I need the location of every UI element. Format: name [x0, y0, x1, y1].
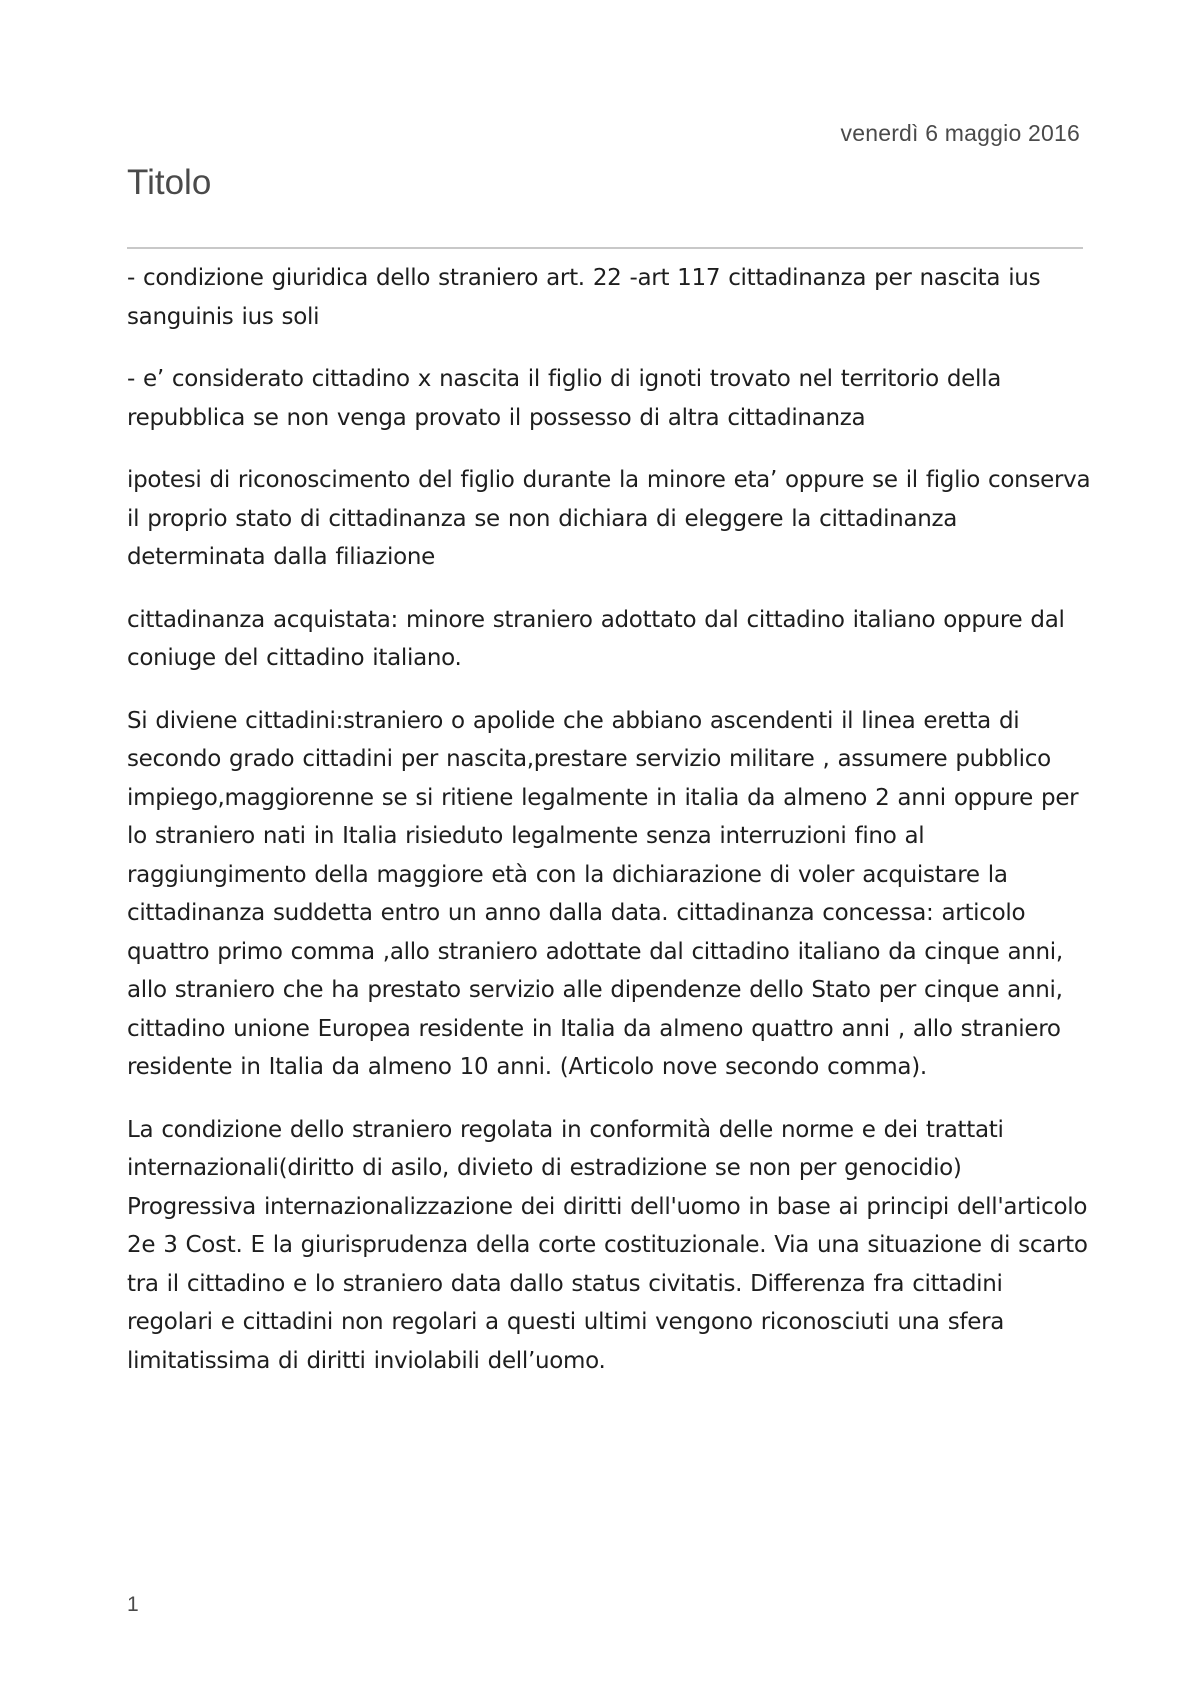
document-title: Titolo — [127, 163, 212, 202]
paragraph: La condizione dello straniero regolata in conformità delle norme e dei trattati internazionali(diritto di asilo, divieto di estradizione se non per genocidio) Progressiva internazionalizzazione dei diritti dell'uomo in base ai principi dell'articolo 2e 3 Cost. E la giurisprudenza della corte costituzionale. Via una situazione di scarto tra il cittadino e lo straniero data dallo status civitatis. Differenza fra cittadini regolari e cittadini non regolari a questi ultimi vengono riconosciuti una sfera limitatissima di diritti inviolabili dell’uomo. — [127, 1116, 1088, 1374]
document-date: venerdì 6 maggio 2016 — [840, 120, 1080, 146]
page-number: 1 — [127, 1593, 139, 1616]
paragraph: Si diviene cittadini:straniero o apolide che abbiano ascendenti il linea eretta di secondo grado cittadini per nascita,prestare servizio militare , assumere pubblico impiego,maggiorenne se si ritiene legalmente in italia da almeno 2 anni oppure per lo straniero nati in Italia risieduto legalmente senza interruzioni fino al raggiungimento della maggiore età con la dichiarazione di voler acquistare la cittadinanza suddetta entro un anno dalla data. cittadinanza concessa: articolo quattro primo comma ,allo straniero adottate dal cittadino italiano da cinque anni, allo straniero che ha prestato servizio alle dipendenze dello Stato per cinque anni, cittadino unione Europea residente in Italia da almeno quattro anni , allo straniero residente in Italia da almeno 10 anni. (Articolo nove secondo comma). — [127, 707, 1079, 1080]
paragraph: ipotesi di riconoscimento del figlio durante la minore eta’ oppure se il figlio conserva il proprio stato di cittadinanza se non dichiara di eleggere la cittadinanza determinata dalla filiazione — [127, 467, 1091, 570]
title-divider — [127, 247, 1083, 249]
paragraph: - e’ considerato cittadino x nascita il figlio di ignoti trovato nel territorio della repubblica se non venga provato il possesso di altra cittadinanza — [127, 366, 1001, 431]
document-body — [127, 259, 1092, 1404]
paragraph: - condizione giuridica dello straniero art. 22 -art 117 cittadinanza per nascita ius sanguinis ius soli — [127, 265, 1041, 330]
paragraph: cittadinanza acquistata: minore straniero adottato dal cittadino italiano oppure dal coniuge del cittadino italiano. — [127, 606, 1065, 671]
